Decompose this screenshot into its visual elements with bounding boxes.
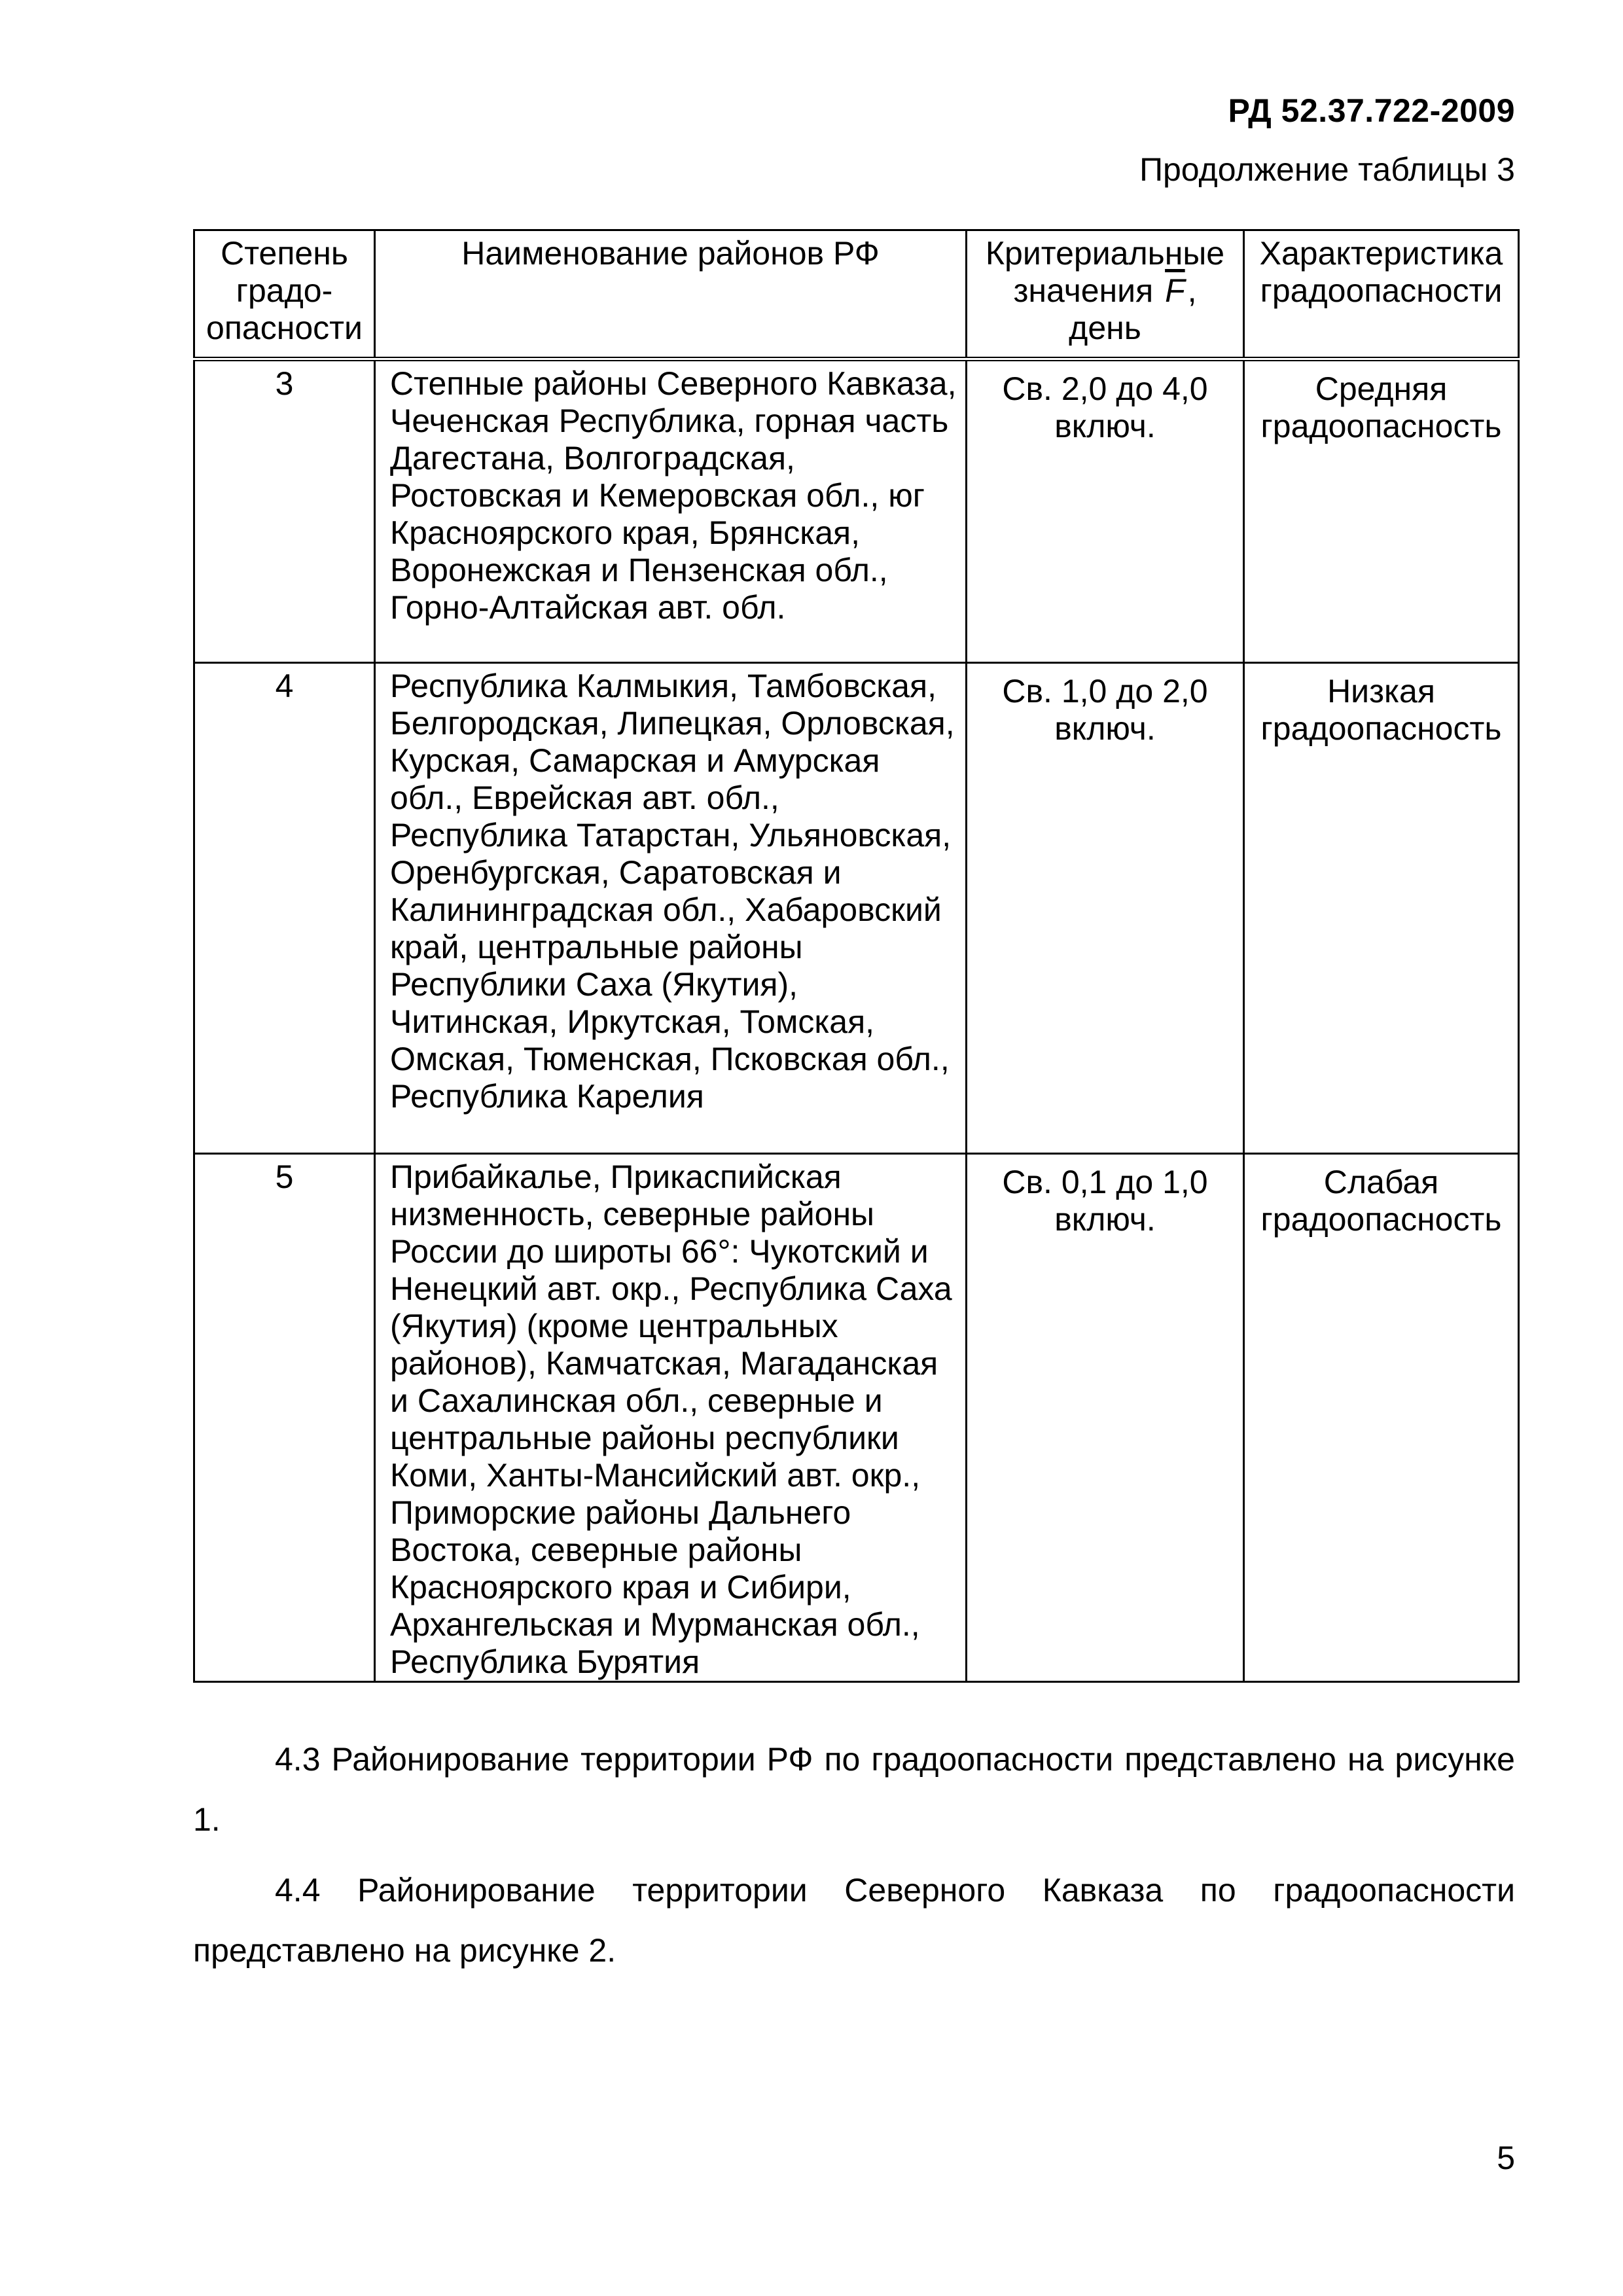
table-continuation-caption: Продолжение таблицы 3 xyxy=(1139,151,1515,188)
table-row xyxy=(194,663,1519,1154)
criteria-header-comma: , xyxy=(1187,272,1197,309)
criteria-header-line: Критериальные xyxy=(985,235,1225,272)
criteria-cell xyxy=(967,359,1244,663)
criteria-header-line: день xyxy=(1069,310,1141,346)
degree-header-line: Степень xyxy=(221,235,348,272)
f-mean-symbol: $\overline{F}$ xyxy=(1165,272,1185,309)
characteristic-cell xyxy=(1244,663,1519,1154)
characteristic-label: градоопасность xyxy=(1260,408,1502,444)
paragraph-4-4: 4.4 Районирование территории Северного Кавказа по градоопасности представлено на рисунке 2. xyxy=(193,1872,1515,1969)
characteristic-level: Средняя xyxy=(1315,370,1448,407)
column-header-criteria xyxy=(967,230,1244,359)
regions-cell: Прибайкалье, Прикаспийская низменность, северные районы России до широты 66°: Чукотский и Ненецкий авт. окр., Республика Саха (Якутия) (кроме центральных районов), Камчатская, Магаданская и Сахалинская обл., северные и центральные районы республики Коми, Ханты-Мансийский авт. окр., Приморские районы Дальнего Востока, северные районы Красноярского края и Сибири, Архангельская и Мурманская обл., Республика Бурятия xyxy=(375,1154,967,1682)
criteria-cell xyxy=(967,663,1244,1154)
column-header-degree xyxy=(194,230,375,359)
criteria-value-suffix: включ. xyxy=(1054,710,1156,747)
characteristic-level: Низкая xyxy=(1327,673,1435,709)
characteristic-label: градоопасность xyxy=(1260,1201,1502,1238)
regions-cell: Степные районы Северного Кавказа, Чеченская Республика, горная часть Дагестана, Волгоградская, Ростовская и Кемеровская обл., юг Красноярского края, Брянская, Воронежская и Пензенская обл., Горно-Алтайская авт. обл. xyxy=(375,359,967,663)
degree-cell: 4 xyxy=(194,663,375,1154)
criteria-header-prefix: значения xyxy=(1013,272,1154,309)
characteristic-level: Слабая xyxy=(1323,1164,1439,1200)
paragraph-4-3: 4.3 Районирование территории РФ по градоопасности представлено на рисунке 1. xyxy=(193,1741,1515,1838)
page-number: 5 xyxy=(1497,2140,1515,2176)
criteria-value-suffix: включ. xyxy=(1054,1201,1156,1238)
characteristic-header-line: Характеристика xyxy=(1259,235,1503,272)
table-header-row xyxy=(194,230,1519,359)
table-row xyxy=(194,1154,1519,1682)
degree-cell: 5 xyxy=(194,1154,375,1682)
hail-hazard-table xyxy=(193,229,1520,1683)
degree-header-line: градо- xyxy=(236,272,333,309)
document-code: РД 52.37.722-2009 xyxy=(1228,92,1515,129)
criteria-value: Св. 2,0 до 4,0 xyxy=(1002,370,1208,407)
regions-cell: Республика Калмыкия, Тамбовская, Белгородская, Липецкая, Орловская, Курская, Самарская и Амурская обл., Еврейская авт. обл., Республика Татарстан, Ульяновская, Оренбургская, Саратовская и Калининградская обл., Хабаровский край, центральные районы Республики Саха (Якутия), Читинская, Иркутская, Томская, Омская, Тюменская, Псковская обл., Республика Карелия xyxy=(375,663,967,1154)
table-row xyxy=(194,359,1519,663)
characteristic-cell xyxy=(1244,1154,1519,1682)
characteristic-header-line: градоопасности xyxy=(1260,272,1503,309)
column-header-regions: Наименование районов РФ xyxy=(375,230,967,359)
characteristic-cell xyxy=(1244,359,1519,663)
criteria-cell xyxy=(967,1154,1244,1682)
degree-header-line: опасности xyxy=(206,310,363,346)
column-header-characteristic xyxy=(1244,230,1519,359)
criteria-value-suffix: включ. xyxy=(1054,408,1156,444)
criteria-value: Св. 0,1 до 1,0 xyxy=(1002,1164,1208,1200)
criteria-header-line xyxy=(975,272,1235,310)
criteria-value: Св. 1,0 до 2,0 xyxy=(1002,673,1208,709)
degree-cell: 3 xyxy=(194,359,375,663)
characteristic-label: градоопасность xyxy=(1260,710,1502,747)
